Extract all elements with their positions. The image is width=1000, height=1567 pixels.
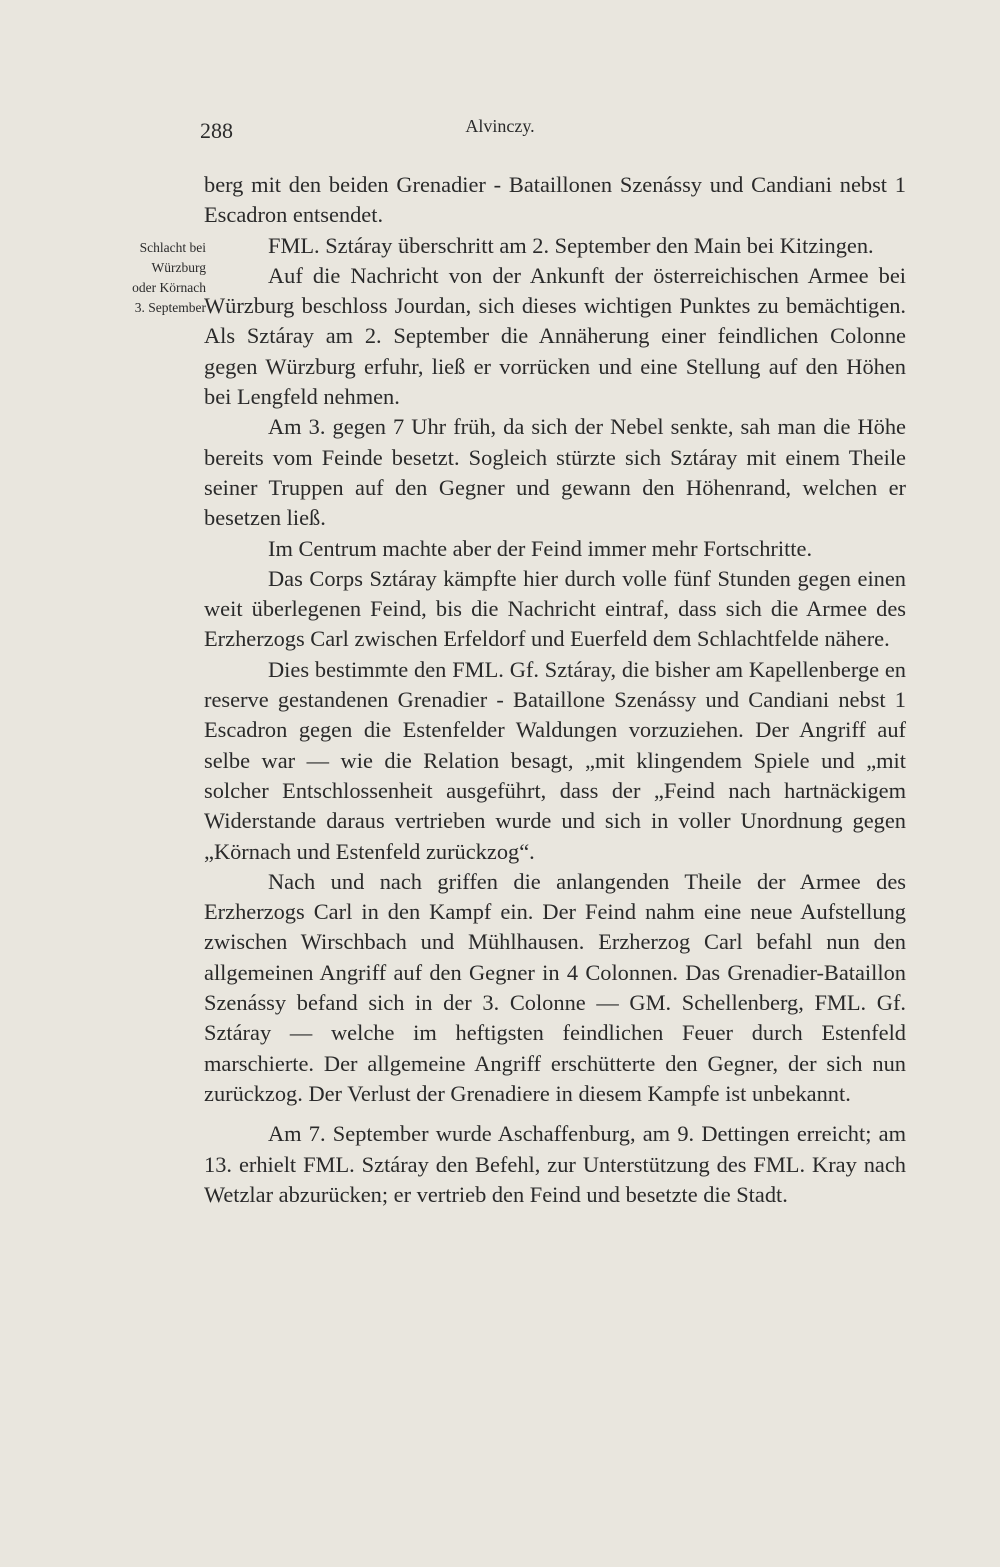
margin-note-line: oder Körnach bbox=[132, 280, 206, 295]
margin-note-line: Würzburg bbox=[151, 260, 206, 275]
paragraph: Am 3. gegen 7 Uhr früh, da sich der Nebel senkte, sah man die Höhe bereits vom Feinde besetzt. Sogleich stürzte sich Sztáray mit einem Theile seiner Truppen auf den Gegner und gewann den Höhenrand, welchen er besetzen ließ. bbox=[204, 414, 906, 531]
paragraph: berg mit den beiden Grenadier - Bataillonen Szenássy und Candiani nebst 1 Escadron entsendet. bbox=[204, 172, 906, 228]
paragraph: Am 7. September wurde Aschaffenburg, am 9. Dettingen erreicht; am 13. erhielt FML. Sztáray den Befehl, zur Unterstützung des FML. Kray nach Wetzlar abzurücken; er vertrieb den Feind und besetzte die Stadt. bbox=[204, 1121, 906, 1207]
paragraph: Dies bestimmte den FML. Gf. Sztáray, die bisher am Kapellenberge en reserve gestandenen Grenadier - Bataillone Szenássy und Candiani nebst 1 Escadron gegen die Estenfelder Waldungen vorzuziehen. Der Angriff auf selbe war — wie die Relation besagt, „mit klingendem Spiele und „mit solcher Entschlossenheit ausgeführt, dass der „Feind nach hartnäckigem Widerstande daraus vertrieben wurde und sich in voller Unordnung gegen „Körnach und Estenfeld zurückzog“. bbox=[204, 656, 906, 864]
page-number: 288 bbox=[200, 118, 233, 143]
paragraph: Nach und nach griffen die anlangenden Theile der Armee des Erzherzogs Carl in den Kampf ein. Der Feind nahm eine neue Aufstellung zwischen Wirschbach und Mühlhausen. Erzherzog Carl befahl nun den allgemeinen Angriff auf den Gegner in 4 Colonnen. Das Grenadier-Bataillon Szenássy befand sich in der 3. Colonne — GM. Schellenberg, FML. Gf. Sztáray — welche im heftigsten feindlichen Feuer durch Estenfeld marschierte. Der allgemeine Angriff erschütterte den Gegner, der sich nun zurückzog. Der Verlust der Grenadiere in diesem Kampfe ist unbekannt. bbox=[204, 868, 906, 1106]
margin-note-line: 3. September bbox=[134, 300, 206, 315]
paragraph: Im Centrum machte aber der Feind immer mehr Fortschritte. bbox=[268, 535, 813, 561]
paragraph: FML. Sztáray überschritt am 2. September den Main bei Kitzingen. bbox=[268, 232, 874, 258]
running-head: Alvinczy. bbox=[465, 116, 535, 136]
paragraph: Auf die Nachricht von der Ankunft der österreichischen Armee bei Würzburg beschloss Jourdan, sich dieses wichtigen Punktes zu bemächtigen. Als Sztáray am 2. September die Annäherung einer feindlichen Colonne gegen Würzburg erfuhr, ließ er vorrücken und eine Stellung auf den Höhen bei Lengfeld nehmen. bbox=[204, 262, 906, 410]
margin-note-line: Schlacht bei bbox=[139, 240, 206, 255]
margin-note bbox=[96, 238, 206, 318]
paragraph: Das Corps Sztáray kämpfte hier durch volle fünf Stunden gegen einen weit überlegenen Feind, bis die Nachricht eintraf, dass sich die Armee des Erzherzogs Carl zwischen Erfeldorf und Euerfeld dem Schlachtfelde nähere. bbox=[204, 565, 906, 652]
body-text bbox=[204, 170, 906, 1210]
